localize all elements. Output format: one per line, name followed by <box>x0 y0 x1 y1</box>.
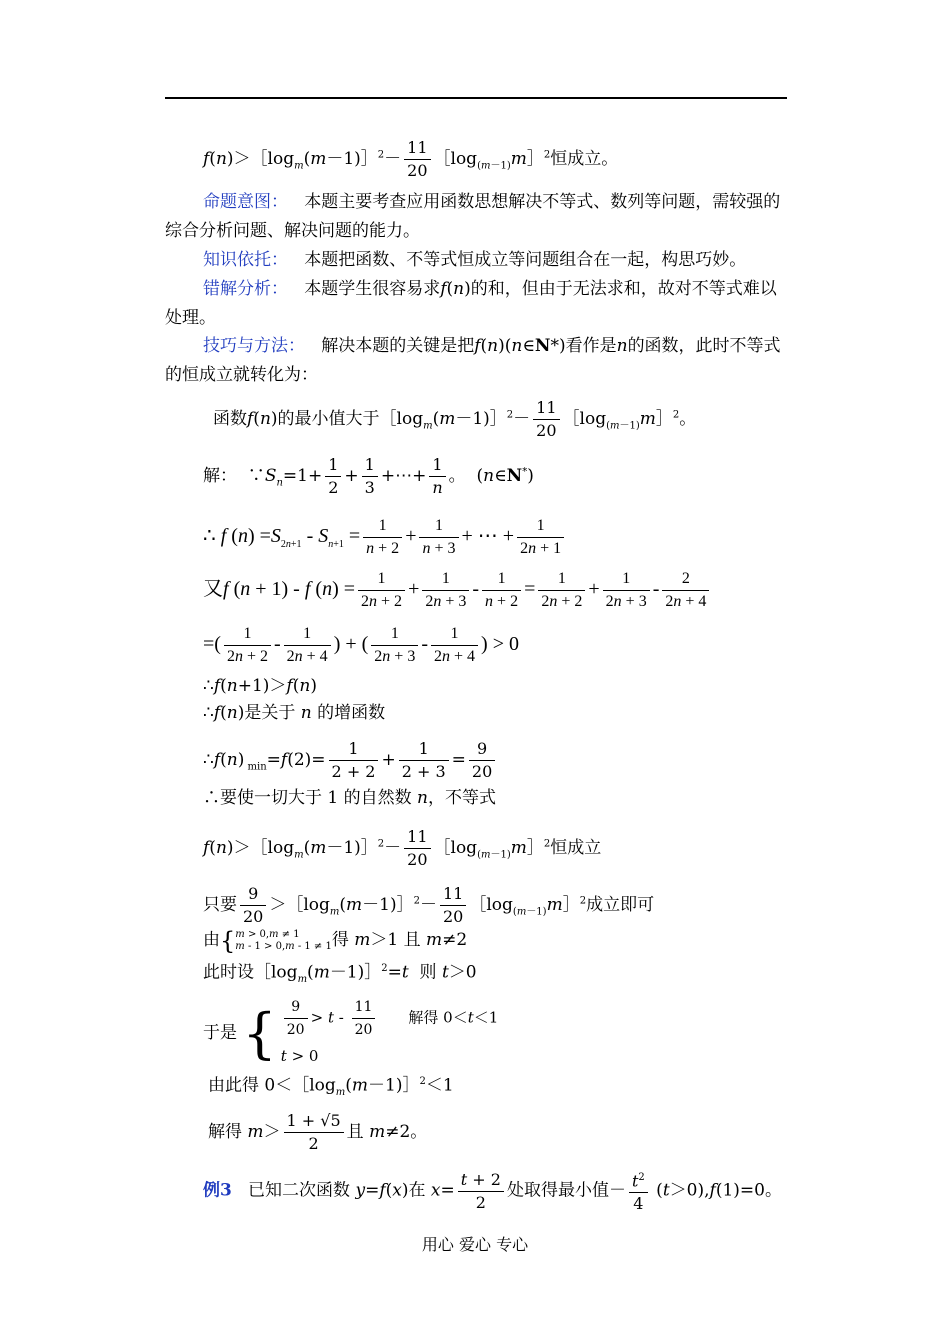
m-result: 解得 m＞ $\frac{1 + √5}{2}$ 且 m≠2。 <box>208 1111 428 1153</box>
inequality-line: $f(n)>[\log_m(m-1)]^2-$ $\frac{11}{20}$ $[\log_{(m-1)}m]^2$恒成立 <box>203 827 602 869</box>
intent-label: 命题意图： <box>203 192 288 212</box>
therefore-function: ∴f(n)是关于 n 的增函数 <box>203 703 386 723</box>
system-t: 于是 { $\frac{9}{20}$ > t - $\frac{11}{20}$ 解得 0＜t＜1 t > 0 <box>203 996 498 1071</box>
solution-sn: 解： $\because S_n=1+$ $\frac{1}{2}$ + $\frac{1}{3}$ +⋯+ $\frac{1}{n}$ 。 (n∈N*) <box>203 455 534 497</box>
knowledge-paragraph: 知识依托： 本题把函数、不等式恒成立等问题组合在一起，构思巧妙。 <box>203 250 747 270</box>
fn-difference: 又f (n + 1) - f (n) = $\frac{1}{2n + 2}$ + $\frac{1}{2n + 3}$ - $\frac{1}{n + 2}$ = $\frac{1}{2n + 2}$ + $\frac{1}{2n + 3}$ - $\frac{2}{2n + 4}$ <box>203 568 712 613</box>
min-statement: 函数f(n)的最小值大于$[\log_m(m-1)]^2-$ $\frac{11}{20}$ $[\log_{(m-1)}m]^2$。 <box>213 398 697 440</box>
range-result: 由此得 $0<[\log_m(m-1)]^2<1$ <box>208 1075 454 1099</box>
header-rule <box>165 97 787 99</box>
fn-definition: ∴ f $(n) =S_{2n+1} - S_{n+1}$ = $\frac{1}{n + 2}$ + $\frac{1}{n + 3}$ + ⋯ + $\frac{1}{2n + 1}$ <box>203 515 567 560</box>
method-label: 技巧与方法： <box>203 336 305 356</box>
therefore-increasing: ∴f(n+1)＞f(n) <box>203 676 317 696</box>
example-3: 例3 已知二次函数 y=f(x)在 x= $\frac{t + 2}{2}$ 处取得最小值－ $\frac{t^2}{4}$ (t＞0),f(1)=0。 <box>203 1167 782 1215</box>
error-label: 错解分析： <box>203 279 288 299</box>
page-footer: 用心 爱心 专心 <box>421 1235 529 1254</box>
condition-m: 由{ m > 0,m ≠ 1 m - 1 > 0,m - 1 ≠ 1 得 m＞1 且 m≠2 <box>203 926 468 955</box>
example-label: 例3 <box>203 1180 232 1201</box>
statement-line: $f(n)>[\log_m(m-1)]^2-$ $\frac{11}{20}$ $[\log_{(m-1)}m]^2$恒成立。 <box>203 138 619 180</box>
let-t: 此时设$[\log_m(m-1)]^2=t$ 则 t＞0 <box>203 962 477 986</box>
fn-difference-cont: =( $\frac{1}{2n + 2}$ - $\frac{1}{2n + 4}$ ) + ( $\frac{1}{2n + 3}$ - $\frac{1}{2n + 4}$ ) > 0 <box>203 625 519 665</box>
fn-min: ∴f(n) $_{min}$=f(2)= $\frac{1}{2 + 2}$ + $\frac{1}{2 + 3}$ = $\frac{9}{20}$ <box>203 738 498 783</box>
only-need: 只要 $\frac{9}{20}$ $>[\log_m(m-1)]^2-$ $\frac{11}{20}$ $[\log_{(m-1)}m]^2$成立即可 <box>203 884 655 926</box>
error-paragraph: 错解分析： 本题学生很容易求f(n)的和，但由于无法求和，故对不等式难以处理。 <box>165 279 777 328</box>
intent-paragraph: 命题意图： 本题主要考查应用函数思想解决不等式、数列等问题，需较强的综合分析问题、解决问题的能力。 <box>165 192 781 241</box>
knowledge-label: 知识依托： <box>203 250 288 270</box>
therefore-natural: ∴要使一切大于 1 的自然数 n，不等式 <box>203 788 496 808</box>
method-paragraph: 技巧与方法： 解决本题的关键是把f(n)(n∈N*)看作是n的函数，此时不等式的恒成立就转化为： <box>165 336 781 385</box>
